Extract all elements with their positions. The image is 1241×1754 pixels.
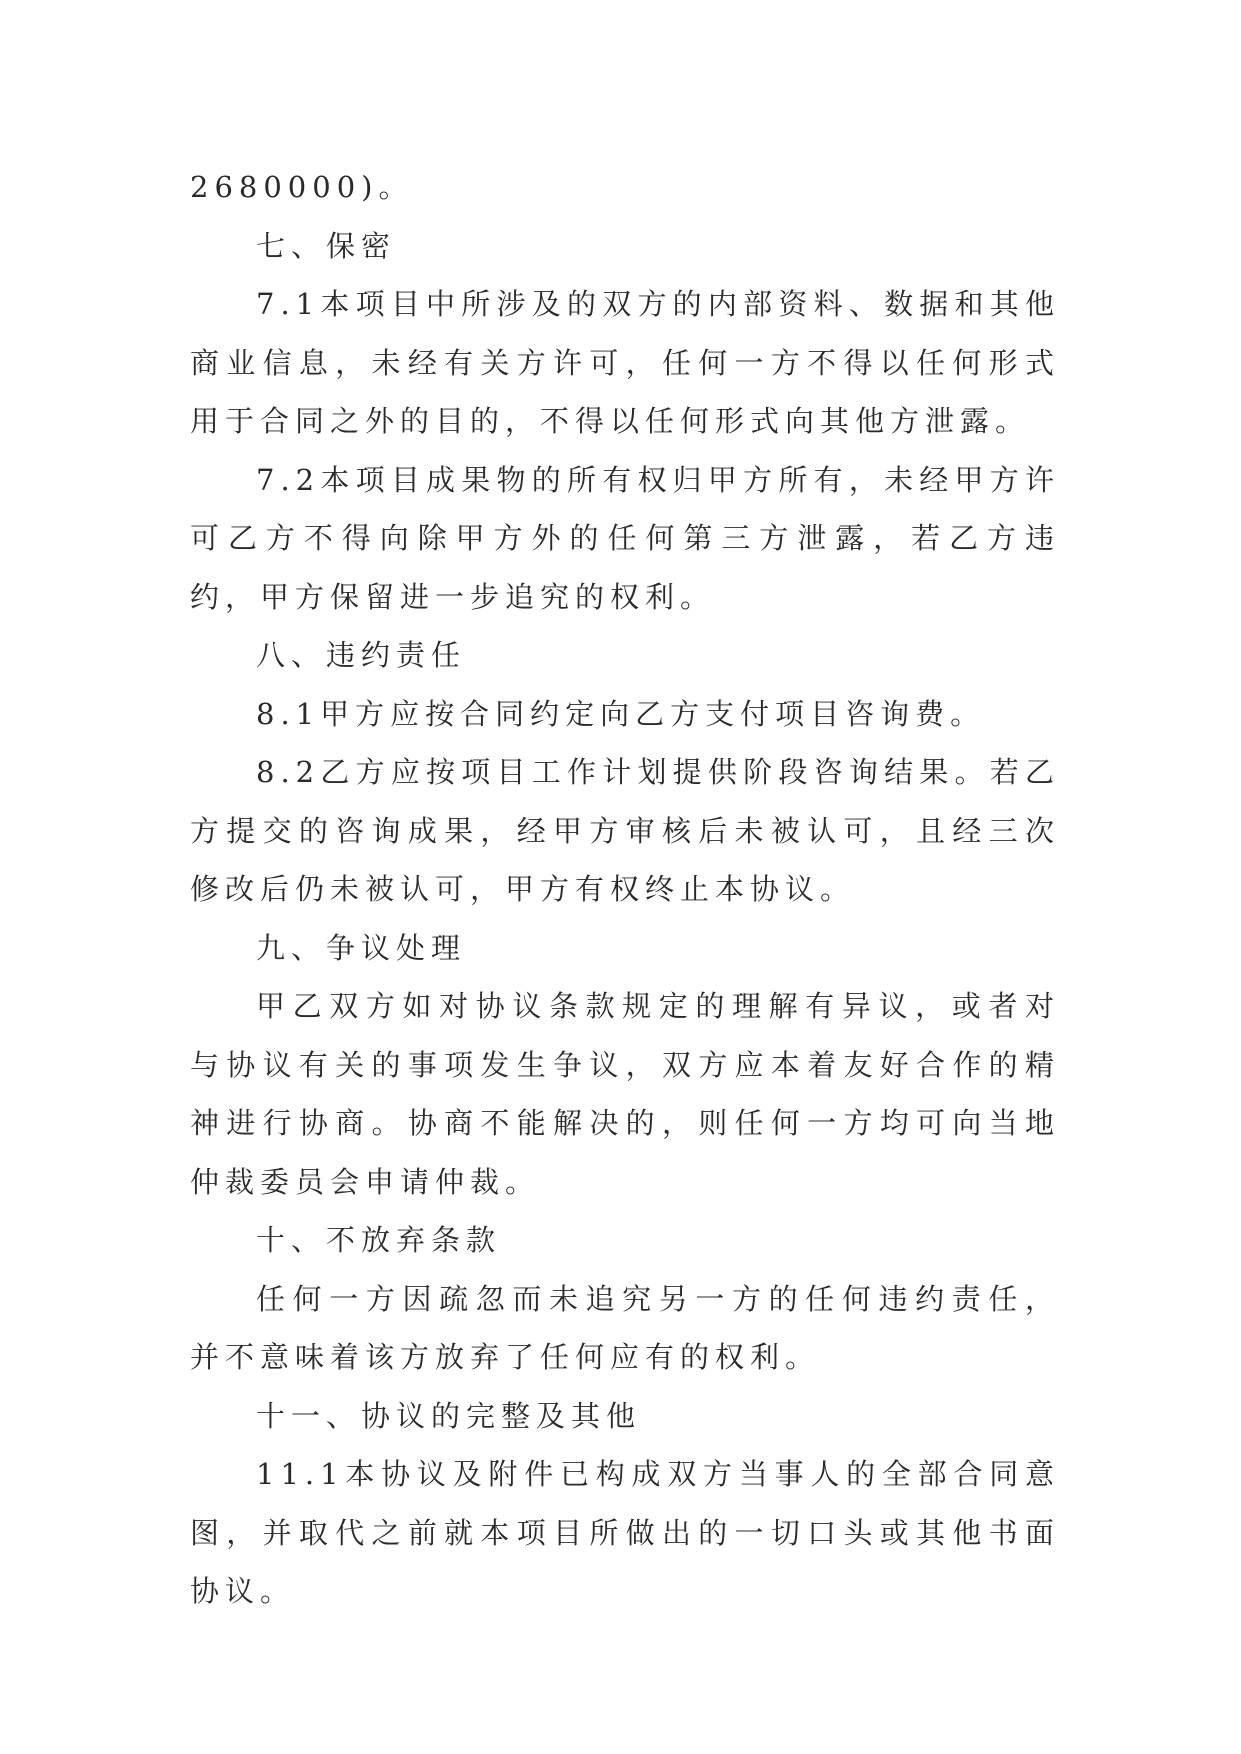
paragraph-amount-end: 2680000)。 xyxy=(190,170,414,204)
heading-breach-liability: 八、违约责任 xyxy=(256,638,467,672)
clause-7-2: 7.2本项目成果物的所有权归甲方所有，未经甲方许可乙方不得向除甲方外的任何第三方泄露，若乙方违约，甲方保留进一步追究的权利。 xyxy=(190,462,1060,614)
document-page xyxy=(190,158,1060,1621)
clause-8-2: 8.2乙方应按项目工作计划提供阶段咨询结果。若乙方提交的咨询成果，经甲方审核后未被认可，且经三次修改后仍未被认可，甲方有权终止本协议。 xyxy=(190,755,1060,906)
heading-non-waiver: 十、不放弃条款 xyxy=(256,1223,502,1257)
clause-dispute: 甲乙双方如对协议条款规定的理解有异议，或者对与协议有关的事项发生争议，双方应本着友好合作的精神进行协商。协商不能解决的，则任何一方均可向当地仲裁委员会申请仲裁。 xyxy=(190,989,1060,1199)
clause-11-1: 11.1本协议及附件已构成双方当事人的全部合同意图，并取代之前就本项目所做出的一切口头或其他书面协议。 xyxy=(190,1457,1060,1608)
heading-entire-agreement: 十一、协议的完整及其他 xyxy=(256,1398,642,1433)
heading-confidentiality: 七、保密 xyxy=(256,228,397,263)
clause-non-waiver: 任何一方因疏忽而未追究另一方的任何违约责任，并不意味着该方放弃了任何应有的权利。 xyxy=(190,1281,1060,1374)
heading-dispute-resolution: 九、争议处理 xyxy=(256,930,467,965)
clause-8-1: 8.1甲方应按合同约定向乙方支付项目咨询费。 xyxy=(256,696,986,731)
clause-7-1: 7.1本项目中所涉及的双方的内部资料、数据和其他商业信息，未经有关方许可，任何一方不得以任何形式用于合同之外的目的，不得以任何形式向其他方泄露。 xyxy=(190,287,1060,438)
